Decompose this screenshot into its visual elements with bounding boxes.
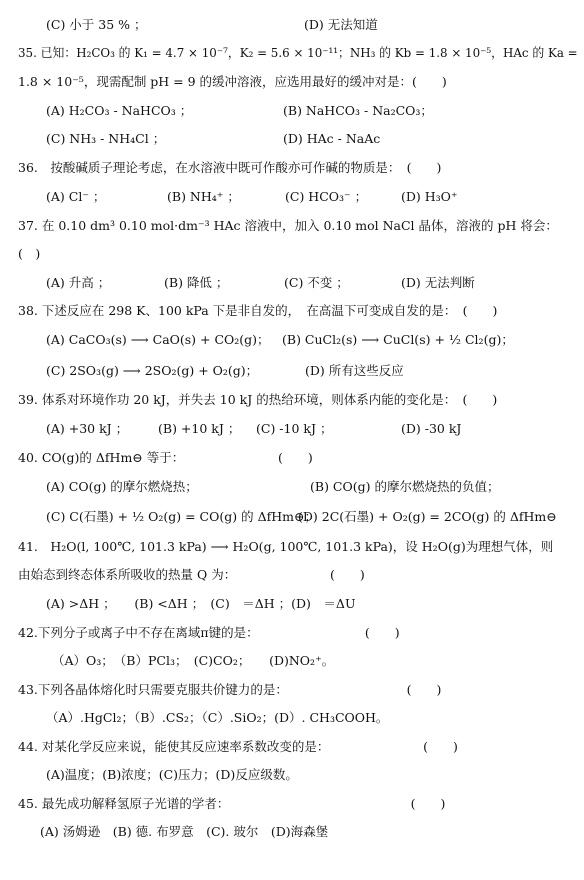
q39-option-d: (D) -30 kJ bbox=[401, 421, 462, 436]
q41-stem-line2: 由始态到终态体系所吸收的热量 Q 为： ( ) bbox=[18, 567, 365, 582]
q41-options: (A) >ΔH ； (B) <ΔH ； (C) ＝ΔH ；(D) ＝ΔU bbox=[46, 596, 356, 611]
q43-options: （A）.HgCl₂；（B）.CS₂；（C）.SiO₂；(D）. CH₃COOH。 bbox=[46, 710, 389, 725]
q34-option-c: (C) 小于 35 % ； bbox=[46, 17, 147, 32]
q40-option-d: (D) 2C(石墨) + O₂(g) = 2CO(g) 的 ΔfHm⊖ bbox=[298, 509, 557, 524]
q39-option-b: (B) +10 kJ ； bbox=[158, 421, 241, 436]
q43-stem: 43.下列各晶体熔化时只需要克服共价键力的是： ( ) bbox=[18, 682, 442, 697]
q44-stem: 44. 对某化学反应来说，能使其反应速率系数改变的是： ( ) bbox=[18, 739, 458, 754]
q37-option-a: (A) 升高 ； bbox=[46, 275, 111, 290]
q45-stem: 45. 最先成功解释氢原子光谱的学者： ( ) bbox=[18, 796, 446, 811]
q40-option-a: (A) CO(g) 的摩尔燃烧热； bbox=[46, 479, 198, 494]
q39-option-a: (A) +30 kJ ； bbox=[46, 421, 129, 436]
q38-option-b: (B) CuCl₂(s) ⟶ CuCl(s) + ½ Cl₂(g)； bbox=[282, 332, 514, 347]
q35-option-a: (A) H₂CO₃ - NaHCO₃ ； bbox=[46, 103, 193, 118]
q45-options: (A) 汤姆逊 (B) 德. 布罗意 (C). 玻尔 (D)海森堡 bbox=[40, 824, 329, 839]
q37-stem-line1: 37. 在 0.10 dm³ 0.10 mol·dm⁻³ HAc 溶液中，加入 0.10 mol NaCl 晶体，溶液的 pH 将会： bbox=[18, 218, 558, 233]
q37-option-b: (B) 降低 ； bbox=[164, 275, 229, 290]
q36-stem: 36. 按酸碱质子理论考虑，在水溶液中既可作酸亦可作碱的物质是： ( ) bbox=[18, 160, 442, 175]
q37-option-c: (C) 不变 ； bbox=[284, 275, 349, 290]
q38-stem: 38. 下述反应在 298 K、100 kPa 下是非自发的， 在高温下可变成自发的是： ( ) bbox=[18, 303, 498, 318]
q35-stem-line2: 1.8 × 10⁻⁵，现需配制 pH = 9 的缓冲溶液，应选用最好的缓冲对是：( ) bbox=[18, 74, 447, 89]
q41-stem-line1: 41. H₂O(l, 100℃, 101.3 kPa) ⟶ H₂O(g, 100℃, 101.3 kPa)，设 H₂O(g)为理想气体，则 bbox=[18, 539, 554, 554]
q37-option-d: (D) 无法判断 bbox=[401, 275, 475, 290]
q42-options: （A）O₃； （B）PCl₃； (C)CO₂； (D)NO₂⁺。 bbox=[52, 653, 335, 668]
q40-option-c: (C) C(石墨) + ½ O₂(g) = CO(g) 的 ΔfHm⊖； bbox=[46, 509, 317, 524]
q38-option-c: (C) 2SO₃(g) ⟶ 2SO₂(g) + O₂(g)； bbox=[46, 363, 259, 378]
q44-options: (A)温度；(B)浓度；(C)压力；(D)反应级数。 bbox=[46, 767, 298, 782]
q35-stem-line1: 35. 已知：H₂CO₃ 的 K₁ = 4.7 × 10⁻⁷，K₂ = 5.6 × 10⁻¹¹；NH₃ 的 Kb = 1.8 × 10⁻⁵，HAc 的 Ka = bbox=[18, 45, 578, 60]
q36-option-b: (B) NH₄⁺ ； bbox=[167, 189, 240, 204]
q35-option-d: (D) HAc - NaAc bbox=[283, 131, 381, 146]
q40-stem: 40. CO(g)的 ΔfHm⊖ 等于： ( ) bbox=[18, 450, 313, 465]
q42-stem: 42.下列分子或离子中不存在离域π键的是： ( ) bbox=[18, 625, 400, 640]
q40-option-b: (B) CO(g) 的摩尔燃烧热的负值； bbox=[310, 479, 500, 494]
q39-stem: 39. 体系对环境作功 20 kJ，并失去 10 kJ 的热给环境，则体系内能的变化是： ( ) bbox=[18, 392, 498, 407]
q36-option-d: (D) H₃O⁺ bbox=[401, 189, 458, 204]
q34-option-d: (D) 无法知道 bbox=[304, 17, 378, 32]
q36-option-a: (A) Cl⁻ ； bbox=[46, 189, 106, 204]
q39-option-c: (C) -10 kJ ； bbox=[256, 421, 333, 436]
q38-option-d: (D) 所有这些反应 bbox=[305, 363, 404, 378]
q37-stem-line2: ( ) bbox=[18, 246, 41, 261]
q38-option-a: (A) CaCO₃(s) ⟶ CaO(s) + CO₂(g)； bbox=[46, 332, 270, 347]
q36-option-c: (C) HCO₃⁻ ； bbox=[285, 189, 368, 204]
q35-option-b: (B) NaHCO₃ - Na₂CO₃； bbox=[283, 103, 433, 118]
q35-option-c: (C) NH₃ - NH₄Cl ； bbox=[46, 131, 166, 146]
